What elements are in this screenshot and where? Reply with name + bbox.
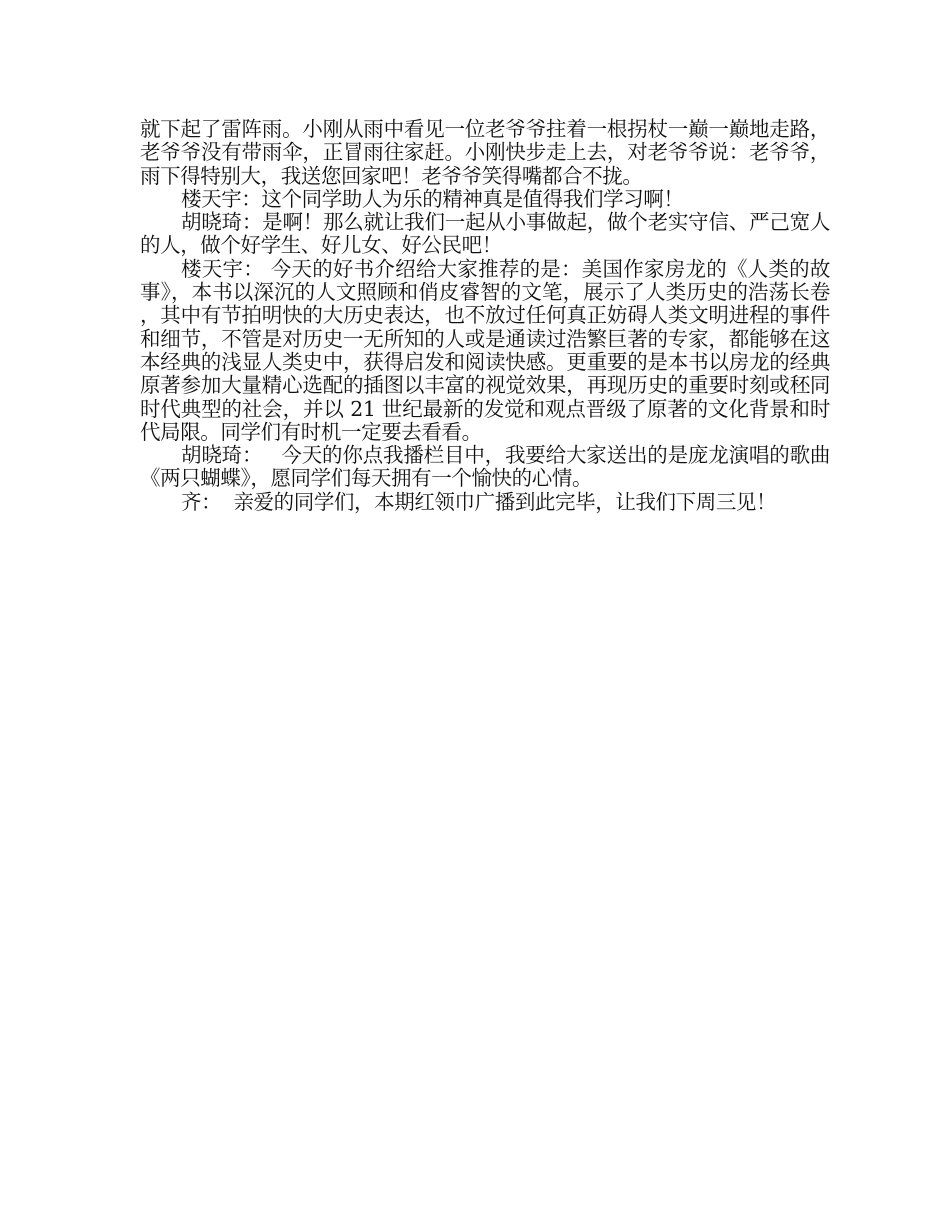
paragraph-text: 是啊！那么就让我们一起从小事做起，做个老实守信、严己宽人的人，做个好学生、好儿女、好公民吧！ — [140, 210, 830, 258]
speaker-name: 胡晓琦： — [181, 443, 282, 468]
paragraph-dialogue-2 — [140, 211, 830, 258]
paragraph-dialogue-1 — [140, 188, 830, 211]
paragraph-text: 就下起了雷阵雨。小刚从雨中看见一位老爷爷拄着一根拐杖一巅一巅地走路，老爷爷没有带雨伞，正冒雨往家赶。小刚快步走上去，对老爷爷说：老爷爷，雨下得特别大，我送您回家吧！老爷爷笑得嘴都合不拢。 — [140, 117, 830, 188]
paragraph-text: 今天的你点我播栏目中，我要给大家送出的是庞龙演唱的歌曲《两只蝴蝶》，愿同学们每天拥有一个愉快的心情。 — [140, 443, 831, 491]
speaker-name: 楼天宇： — [181, 186, 262, 211]
paragraph-text: 这个同学助人为乐的精神真是值得我们学习啊！ — [261, 186, 684, 211]
paragraph-book-recommendation — [140, 258, 830, 444]
paragraph-narrative — [140, 118, 830, 188]
document-body — [140, 118, 830, 514]
paragraph-text: 亲爱的同学们，本期红领巾广播到此完毕，让我们下周三见！ — [233, 489, 777, 514]
speaker-name: 胡晓琦： — [181, 210, 263, 235]
speaker-name: 齐： — [181, 489, 234, 514]
speaker-name: 楼天宇： — [181, 256, 271, 281]
paragraph-text: 今天的好书介绍给大家推荐的是：美国作家房龙的《人类的故事》，本书以深沉的人文照顾和俏皮睿智的文笔，展示了人类历史的浩荡长卷，其中有节拍明快的大历史表达，也不放过任何真正妨碍人类文明进程的事件和细节，不管是对历史一无所知的人或是通读过浩繁巨著的专家，都能够在这本经典的浅显人类史中，获得启发和阅读快感。更重要的是本书以房龙的经典原著参加大量精心选配的插图以丰富的视觉效果，再现历史的重要时刻或秠同时代典型的社会，并以 21 世纪最新的发觉和观点晋级了原著的文化背景和时代局限。同学们有时机一定要去看看。 — [140, 256, 830, 444]
paragraph-closing — [140, 491, 830, 514]
paragraph-song-dedication — [140, 444, 830, 491]
